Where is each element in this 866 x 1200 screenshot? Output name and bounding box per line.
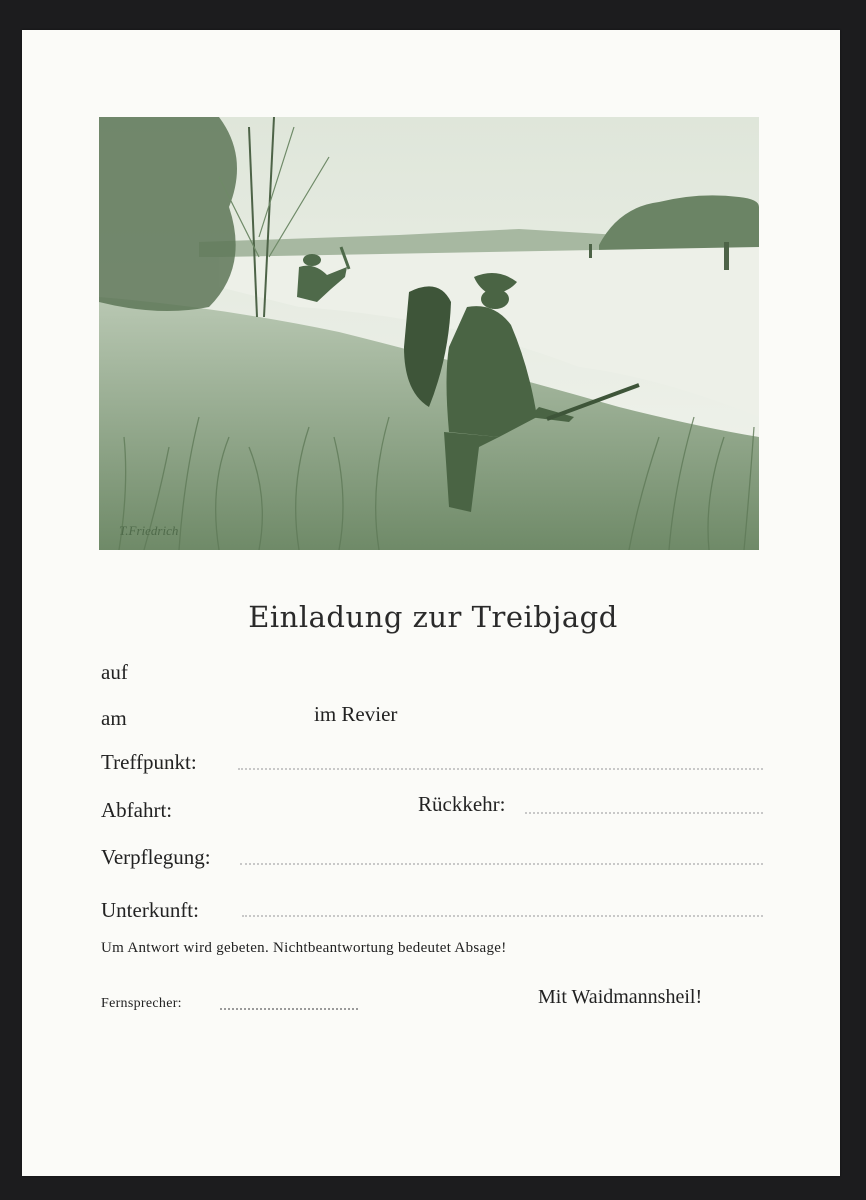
fernsprecher-line: [220, 1008, 358, 1010]
page-title: Einladung zur Treibjagd: [248, 600, 618, 634]
field-fernsprecher: Fernsprecher:: [101, 996, 182, 1011]
closing-greeting: Mit Waidmannsheil!: [538, 986, 703, 1008]
field-treffpunkt: Treffpunkt:: [101, 750, 197, 774]
rsvp-notice: Um Antwort wird gebeten. Nichtbeantwortung bedeutet Absage!: [101, 940, 507, 956]
verpflegung-line: [240, 863, 763, 865]
field-rueckkehr: Rückkehr:: [418, 792, 506, 816]
rueckkehr-line: [525, 812, 763, 814]
field-auf: auf: [101, 660, 128, 684]
illustration-svg: [99, 117, 759, 550]
field-unterkunft: Unterkunft:: [101, 898, 199, 922]
hunting-scene-illustration: [99, 117, 759, 550]
field-verpflegung: Verpflegung:: [101, 845, 211, 869]
illustration-signature: T.Friedrich: [119, 523, 179, 538]
unterkunft-line: [242, 915, 763, 917]
treffpunkt-line: [238, 768, 763, 770]
field-im-revier: im Revier: [314, 702, 398, 726]
field-am: am: [101, 706, 127, 730]
field-abfahrt: Abfahrt:: [101, 798, 173, 822]
